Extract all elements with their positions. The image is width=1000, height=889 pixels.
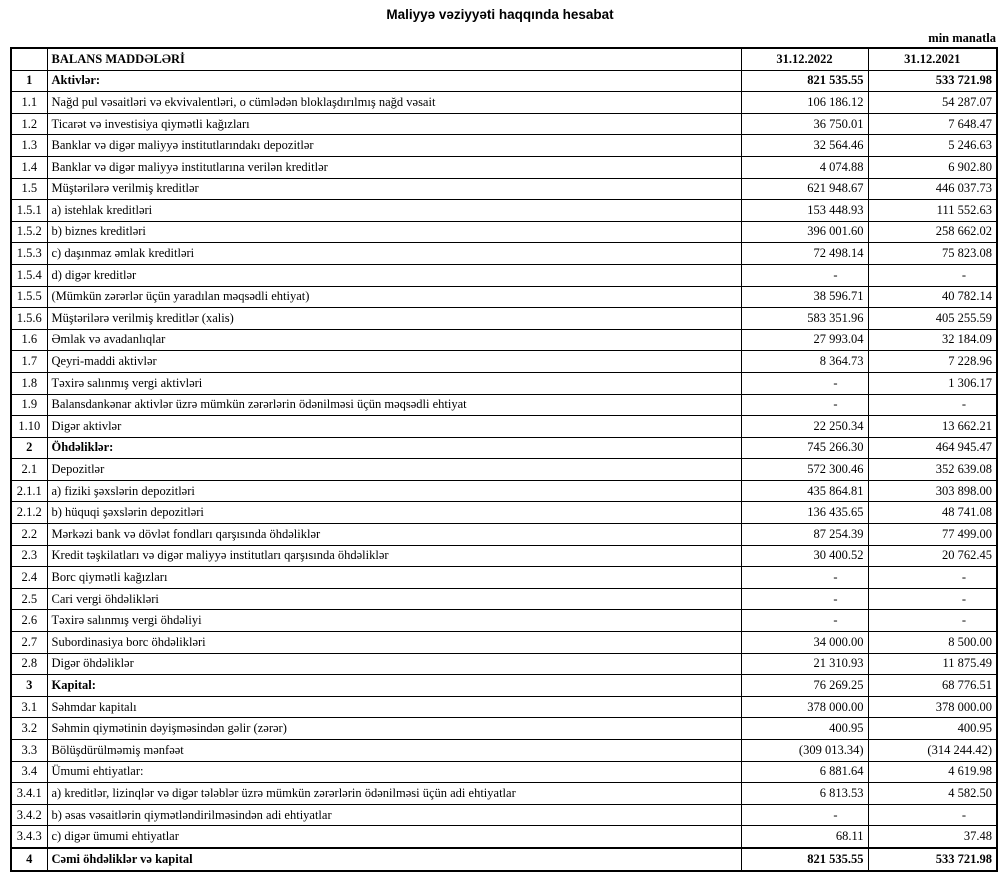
row-label: c) daşınmaz əmlak kreditləri xyxy=(47,243,741,265)
value-2022: 68.11 xyxy=(741,826,868,848)
table-row xyxy=(11,416,997,438)
row-label: Depozitlər xyxy=(47,459,741,481)
value-2022: 32 564.46 xyxy=(741,135,868,157)
row-label: Təxirə salınmış vergi öhdəliyi xyxy=(47,610,741,632)
value-2021: 48 741.08 xyxy=(868,502,997,524)
table-row xyxy=(11,264,997,286)
row-label: Cari vergi öhdəlikləri xyxy=(47,588,741,610)
row-number: 3.4.1 xyxy=(11,783,47,805)
value-2021: 1 306.17 xyxy=(868,372,997,394)
value-2022: 378 000.00 xyxy=(741,696,868,718)
row-number: 3.4.2 xyxy=(11,804,47,826)
value-2022: (309 013.34) xyxy=(741,740,868,762)
value-2021: 258 662.02 xyxy=(868,221,997,243)
row-label: b) əsas vəsaitlərin qiymətləndirilməsindən adi ehtiyatlar xyxy=(47,804,741,826)
table-row xyxy=(11,329,997,351)
value-2022: 72 498.14 xyxy=(741,243,868,265)
row-number: 2.6 xyxy=(11,610,47,632)
row-label: a) kreditlər, lizinqlər və digər tələblər üzrə mümkün zərərlərin ödənilməsi üçün adi ehtiyatlar xyxy=(47,783,741,805)
value-2021: 7 228.96 xyxy=(868,351,997,373)
row-number: 1.9 xyxy=(11,394,47,416)
value-2022: 396 001.60 xyxy=(741,221,868,243)
value-2022: 6 813.53 xyxy=(741,783,868,805)
row-number: 1.5 xyxy=(11,178,47,200)
table-row xyxy=(11,826,997,848)
row-number: 4 xyxy=(11,848,47,871)
table-row xyxy=(11,113,997,135)
value-2021: 75 823.08 xyxy=(868,243,997,265)
value-2022: 21 310.93 xyxy=(741,653,868,675)
row-label: c) digər ümumi ehtiyatlar xyxy=(47,826,741,848)
table-row xyxy=(11,761,997,783)
table-row xyxy=(11,92,997,114)
row-number: 1.2 xyxy=(11,113,47,135)
row-number: 1.5.5 xyxy=(11,286,47,308)
value-2022: 621 948.67 xyxy=(741,178,868,200)
table-row xyxy=(11,221,997,243)
row-number: 1.7 xyxy=(11,351,47,373)
row-number: 1.3 xyxy=(11,135,47,157)
value-2021: 378 000.00 xyxy=(868,696,997,718)
row-number: 2.2 xyxy=(11,524,47,546)
value-2022: 38 596.71 xyxy=(741,286,868,308)
value-2021: (314 244.42) xyxy=(868,740,997,762)
row-label: Balansdankənar aktivlər üzrə mümkün zərərlərin ödənilməsi üçün məqsədli ehtiyat xyxy=(47,394,741,416)
value-2021: 11 875.49 xyxy=(868,653,997,675)
row-label: Aktivlər: xyxy=(47,70,741,92)
value-2022: 36 750.01 xyxy=(741,113,868,135)
value-2022: 400.95 xyxy=(741,718,868,740)
value-2021: - xyxy=(868,588,997,610)
table-row xyxy=(11,135,997,157)
value-2022: - xyxy=(741,588,868,610)
value-2021: 464 945.47 xyxy=(868,437,997,459)
table-row xyxy=(11,718,997,740)
value-2022: 821 535.55 xyxy=(741,848,868,871)
row-number: 1.5.6 xyxy=(11,308,47,330)
row-number: 2.4 xyxy=(11,567,47,589)
table-row xyxy=(11,848,997,871)
value-2022: 76 269.25 xyxy=(741,675,868,697)
value-2022: - xyxy=(741,372,868,394)
value-2021: 7 648.47 xyxy=(868,113,997,135)
table-row xyxy=(11,588,997,610)
value-2021: 303 898.00 xyxy=(868,480,997,502)
row-number: 2.8 xyxy=(11,653,47,675)
row-number: 1.10 xyxy=(11,416,47,438)
row-number: 2.1.1 xyxy=(11,480,47,502)
value-2022: 136 435.65 xyxy=(741,502,868,524)
value-2021: 400.95 xyxy=(868,718,997,740)
page-title: Maliyyə vəziyyəti haqqında hesabat xyxy=(386,7,614,22)
value-2022: 8 364.73 xyxy=(741,351,868,373)
table-row xyxy=(11,286,997,308)
value-2021: 111 552.63 xyxy=(868,200,997,222)
table-row xyxy=(11,243,997,265)
value-2022: - xyxy=(741,567,868,589)
header-row xyxy=(11,48,997,70)
table-row xyxy=(11,696,997,718)
table-row xyxy=(11,502,997,524)
value-2022: 572 300.46 xyxy=(741,459,868,481)
row-label: Digər aktivlər xyxy=(47,416,741,438)
row-label: Öhdəliklər: xyxy=(47,437,741,459)
value-2021: 4 619.98 xyxy=(868,761,997,783)
table-row xyxy=(11,480,997,502)
row-number: 3.4 xyxy=(11,761,47,783)
header-date-2021: 31.12.2021 xyxy=(868,48,997,70)
row-label: Mərkəzi bank və dövlət fondları qarşısında öhdəliklər xyxy=(47,524,741,546)
value-2022: - xyxy=(741,610,868,632)
row-label: b) biznes kreditləri xyxy=(47,221,741,243)
row-label: Borc qiymətli kağızları xyxy=(47,567,741,589)
value-2022: 106 186.12 xyxy=(741,92,868,114)
table-row xyxy=(11,632,997,654)
table-row xyxy=(11,308,997,330)
value-2022: 153 448.93 xyxy=(741,200,868,222)
table-row xyxy=(11,567,997,589)
value-2022: 34 000.00 xyxy=(741,632,868,654)
value-2022: - xyxy=(741,394,868,416)
row-label: Bölüşdürülməmiş mənfəət xyxy=(47,740,741,762)
row-label: Təxirə salınmış vergi aktivləri xyxy=(47,372,741,394)
row-number: 3.1 xyxy=(11,696,47,718)
value-2021: 405 255.59 xyxy=(868,308,997,330)
row-number: 1.5.1 xyxy=(11,200,47,222)
table-row xyxy=(11,610,997,632)
header-balance-items: BALANS MADDƏLƏRİ xyxy=(47,48,741,70)
table-row xyxy=(11,653,997,675)
value-2022: 583 351.96 xyxy=(741,308,868,330)
row-number: 2.5 xyxy=(11,588,47,610)
row-label: Ticarət və investisiya qiymətli kağızları xyxy=(47,113,741,135)
unit-note: min manatla xyxy=(928,31,996,45)
value-2021: 446 037.73 xyxy=(868,178,997,200)
row-number: 3.4.3 xyxy=(11,826,47,848)
value-2022: 27 993.04 xyxy=(741,329,868,351)
table-row xyxy=(11,804,997,826)
row-number: 1.1 xyxy=(11,92,47,114)
table-row xyxy=(11,459,997,481)
header-date-2022: 31.12.2022 xyxy=(741,48,868,70)
value-2022: 22 250.34 xyxy=(741,416,868,438)
value-2022: 745 266.30 xyxy=(741,437,868,459)
table-row xyxy=(11,70,997,92)
value-2021: 77 499.00 xyxy=(868,524,997,546)
table-row xyxy=(11,394,997,416)
row-number: 1.5.2 xyxy=(11,221,47,243)
value-2021: 32 184.09 xyxy=(868,329,997,351)
row-number: 3 xyxy=(11,675,47,697)
row-number: 2 xyxy=(11,437,47,459)
table-row xyxy=(11,675,997,697)
value-2021: 40 782.14 xyxy=(868,286,997,308)
row-number: 1.8 xyxy=(11,372,47,394)
row-number: 2.7 xyxy=(11,632,47,654)
value-2021: - xyxy=(868,567,997,589)
table-row xyxy=(11,178,997,200)
row-label: Digər öhdəliklər xyxy=(47,653,741,675)
row-label: d) digər kreditlər xyxy=(47,264,741,286)
row-label: a) istehlak kreditləri xyxy=(47,200,741,222)
row-label: (Mümkün zərərlər üçün yaradılan məqsədli ehtiyat) xyxy=(47,286,741,308)
row-number: 1.5.3 xyxy=(11,243,47,265)
value-2022: 435 864.81 xyxy=(741,480,868,502)
table-row xyxy=(11,524,997,546)
value-2021: 6 902.80 xyxy=(868,156,997,178)
row-number: 2.1 xyxy=(11,459,47,481)
value-2021: 352 639.08 xyxy=(868,459,997,481)
value-2022: 4 074.88 xyxy=(741,156,868,178)
table-header xyxy=(11,48,997,70)
value-2021: 533 721.98 xyxy=(868,848,997,871)
row-number: 1.4 xyxy=(11,156,47,178)
row-label: Nağd pul vəsaitləri və ekvivalentləri, o cümlədən bloklaşdırılmış nağd vəsait xyxy=(47,92,741,114)
value-2021: 13 662.21 xyxy=(868,416,997,438)
value-2021: 8 500.00 xyxy=(868,632,997,654)
value-2022: 87 254.39 xyxy=(741,524,868,546)
table-row xyxy=(11,783,997,805)
row-label: Subordinasiya borc öhdəlikləri xyxy=(47,632,741,654)
table-row xyxy=(11,351,997,373)
row-number: 3.2 xyxy=(11,718,47,740)
row-label: Səhmdar kapitalı xyxy=(47,696,741,718)
value-2021: 54 287.07 xyxy=(868,92,997,114)
row-number: 1.5.4 xyxy=(11,264,47,286)
row-label: a) fiziki şəxslərin depozitləri xyxy=(47,480,741,502)
row-label: Səhmin qiymətinin dəyişməsindən gəlir (zərər) xyxy=(47,718,741,740)
row-label: Kapital: xyxy=(47,675,741,697)
row-label: Əmlak və avadanlıqlar xyxy=(47,329,741,351)
value-2022: 6 881.64 xyxy=(741,761,868,783)
value-2021: 533 721.98 xyxy=(868,70,997,92)
row-number: 2.1.2 xyxy=(11,502,47,524)
row-label: Müştərilərə verilmiş kreditlər xyxy=(47,178,741,200)
row-number: 1 xyxy=(11,70,47,92)
value-2022: - xyxy=(741,264,868,286)
row-number: 3.3 xyxy=(11,740,47,762)
balance-sheet-table xyxy=(10,47,998,872)
row-label: Qeyri-maddi aktivlər xyxy=(47,351,741,373)
row-label: Banklar və digər maliyyə institutlarındakı depozitlər xyxy=(47,135,741,157)
value-2021: - xyxy=(868,264,997,286)
value-2022: - xyxy=(741,804,868,826)
header-number-column xyxy=(11,48,47,70)
table-row xyxy=(11,437,997,459)
value-2021: 37.48 xyxy=(868,826,997,848)
row-number: 1.6 xyxy=(11,329,47,351)
value-2021: 20 762.45 xyxy=(868,545,997,567)
table-row xyxy=(11,200,997,222)
table-body xyxy=(11,70,997,870)
row-label: Ümumi ehtiyatlar: xyxy=(47,761,741,783)
row-label: Müştərilərə verilmiş kreditlər (xalis) xyxy=(47,308,741,330)
table-row xyxy=(11,740,997,762)
table-row xyxy=(11,372,997,394)
table-row xyxy=(11,545,997,567)
value-2021: - xyxy=(868,610,997,632)
row-label: Kredit təşkilatları və digər maliyyə institutları qarşısında öhdəliklər xyxy=(47,545,741,567)
row-label: Cəmi öhdəliklər və kapital xyxy=(47,848,741,871)
value-2022: 30 400.52 xyxy=(741,545,868,567)
value-2022: 821 535.55 xyxy=(741,70,868,92)
row-label: Banklar və digər maliyyə institutlarına verilən kreditlər xyxy=(47,156,741,178)
value-2021: 4 582.50 xyxy=(868,783,997,805)
table-row xyxy=(11,156,997,178)
value-2021: - xyxy=(868,804,997,826)
value-2021: - xyxy=(868,394,997,416)
value-2021: 68 776.51 xyxy=(868,675,997,697)
row-label: b) hüquqi şəxslərin depozitləri xyxy=(47,502,741,524)
row-number: 2.3 xyxy=(11,545,47,567)
value-2021: 5 246.63 xyxy=(868,135,997,157)
